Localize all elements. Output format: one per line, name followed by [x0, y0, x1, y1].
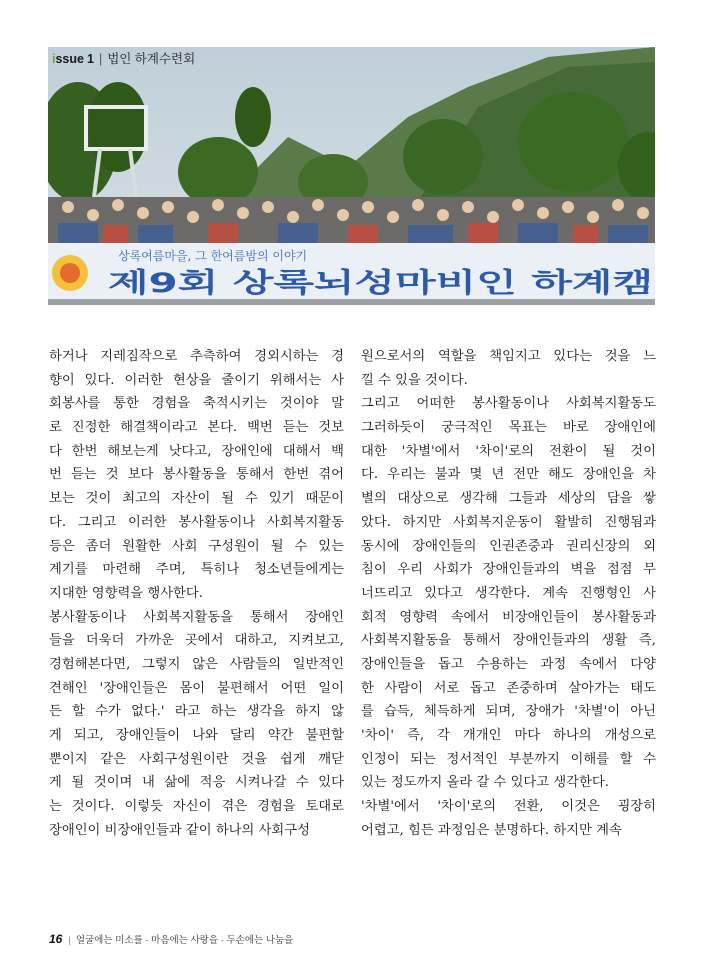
text-line: 번 듣는 것 보다 봉사활동을 통해서 한번 겪어	[49, 467, 344, 483]
issue-accent-letter: i	[52, 52, 56, 66]
text-line: 경험해본다면, 그렇지 않은 사람들의 일반적인	[49, 656, 344, 672]
body-column-right	[361, 345, 656, 842]
text-line: 향이 있다. 이러한 현상을 줄이기 위해서는 사	[49, 372, 344, 388]
text-line: 다 한번 해보는게 낫다고, 장애인에 대해서 백	[49, 443, 344, 459]
text-line: 회적 영향력 속에서 비장애인들이 봉사활동과	[361, 609, 656, 625]
page-footer	[49, 931, 293, 947]
text-line: 한 사람이 서로 돕고 존중하며 살아가는 태도	[361, 680, 656, 696]
text-line: 회봉사를 통한 경험을 축적시키는 것이야 말	[49, 396, 344, 412]
footer-slogan: 얼굴에는 미소를 · 마음에는 사랑을 · 두손에는 나눔을	[75, 935, 294, 946]
text-line: 침이 우리 사회가 장애인들과의 벽을 점점 무	[361, 562, 656, 578]
text-line: 동시에 장애인들의 인권존중과 권리신장의 외	[361, 538, 656, 554]
text-line: 로 진정한 해결책이라고 본다. 백번 듣는 것보	[49, 420, 344, 436]
text-line: 계기를 마련해 주며, 특히나 청소년들에게는	[49, 562, 344, 578]
text-line: 지대한 영향력을 행사한다.	[49, 585, 203, 601]
body-column-left	[49, 345, 344, 842]
text-line: 어렵고, 힘든 과정임은 분명하다. 하지만 계속	[361, 822, 622, 838]
page-number: 16	[49, 932, 63, 946]
group-photo-illustration	[48, 47, 655, 305]
banner-top-line: 상록여름마을, 그 한여름밤의 이야기	[118, 249, 308, 263]
text-line: 사회복지활동을 통해서 장애인들과의 생활 즉,	[361, 633, 656, 649]
text-line: 다. 우리는 불과 몇 년 전만 해도 장애인을 차	[361, 467, 656, 483]
text-line: 를 습득, 체득하게 되며, 장애가 '차별'이 아닌	[361, 704, 656, 720]
text-line: 장애인들을 돕고 수용하는 과정 속에서 다양	[361, 656, 656, 672]
text-line: 있는 정도까지 올라 갈 수 있다고 생각한다.	[361, 775, 609, 791]
text-line: 인정이 되는 정서적인 부분까지 이해를 할 수	[361, 751, 656, 767]
text-line: 든 할 수가 없다.' 라고 하는 생각을 하지 않	[49, 704, 344, 720]
text-line: 견해인 '장애인들은 몸이 불편해서 어떤 일이	[49, 680, 344, 696]
section-title: 법인 하계수련회	[107, 52, 196, 66]
text-line: 보는 것이 최고의 자산이 될 수 있기 때문이	[49, 491, 344, 507]
header-separator: |	[98, 52, 103, 66]
text-line: 봉사활동이나 사회복지활동을 통해서 장애인	[49, 609, 344, 625]
text-line: 대한 '차별'에서 '차이'로의 전환이 될 것이	[361, 443, 656, 459]
text-line: 게 될 것이며 내 삶에 적응 시켜나갈 수 있다	[49, 775, 344, 791]
text-line: 는 것이다. 이렇듯 자신이 겪은 경험을 토대로	[49, 799, 344, 815]
text-line: 장애인이 비장애인들과 같이 하나의 사회구성	[49, 822, 310, 838]
text-line: 았다. 하지만 사회복지운동이 활발히 진행됨과	[361, 514, 656, 530]
issue-number: 1	[86, 52, 94, 66]
text-line: 들을 더욱더 가까운 곳에서 대하고, 지켜보고,	[49, 633, 344, 649]
text-line: 원으로서의 역할을 책임지고 있다는 것을 느	[361, 349, 656, 364]
footer-separator: |	[68, 935, 71, 946]
text-line: 뿐이지 같은 사회구성원이란 것을 쉽게 깨닫	[49, 751, 344, 767]
text-line: 그러하듯이 궁극적인 목표는 바로 장애인에	[361, 420, 656, 436]
event-photo	[48, 47, 655, 305]
issue-word: ssue	[55, 52, 84, 66]
text-line: 별의 대상으로 생각해 그들과 세상의 담을 쌓	[361, 491, 656, 507]
text-line: 다. 그리고 이러한 봉사활동이나 사회복지활동	[49, 514, 344, 530]
text-line: 게 되고, 장애인들이 나와 달리 약간 불편할	[49, 728, 344, 743]
text-line: 너뜨리고 있다고 생각한다. 계속 진행형인 사	[361, 585, 656, 601]
text-line: '차이' 즉, 각 개개인 마다 하나의 개성으로	[361, 728, 656, 743]
text-line: 낄 수 있을 것이다.	[361, 372, 468, 388]
text-line: '차별'에서 '차이'로의 전환, 이것은 굉장히	[361, 799, 656, 815]
issue-header	[52, 50, 195, 68]
text-line: 하거나 지레짐작으로 추측하여 경외시하는 경	[49, 349, 344, 364]
text-line: 등은 좀더 원활한 사회 구성원이 될 수 있는	[49, 538, 344, 554]
text-line: 그리고 어떠한 봉사활동이나 사회복지활동도	[361, 396, 656, 412]
banner-main-text: 제9회 상록뇌성마비인 하계캠	[108, 268, 459, 299]
